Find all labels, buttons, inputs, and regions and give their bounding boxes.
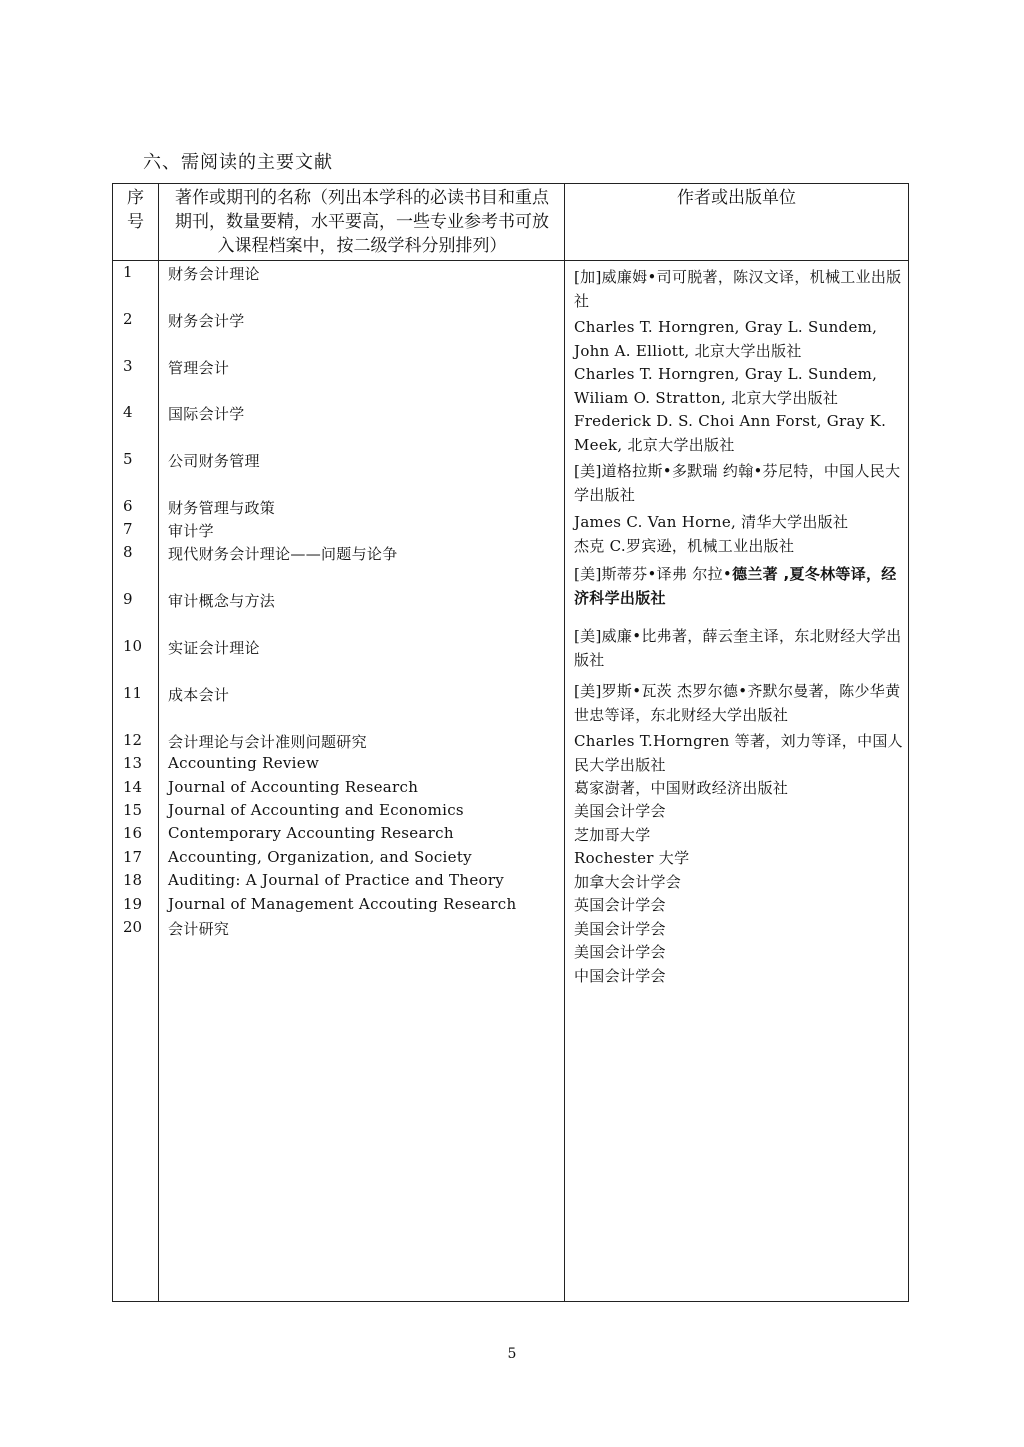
row-number: 10 <box>123 637 143 655</box>
reference-title: 实证会计理论 <box>168 639 260 657</box>
reference-title: Journal of Management Accouting Research <box>168 895 517 913</box>
row-number: 18 <box>123 871 143 889</box>
reference-author-bold-part: 德兰著 ,夏冬林等译，经济科学出版社 <box>574 565 897 607</box>
reference-author <box>574 562 904 610</box>
reference-author: [美]威廉•比弗著，薛云奎主译，东北财经大学出版社 <box>574 627 902 669</box>
header-title: 著作或期刊的名称（列出本学科的必读书目和重点期刊，数量要精，水平要高，一些专业参考书可放入课程档案中，按二级学科分别排列） <box>175 188 549 256</box>
reference-author: 杰克 C.罗宾逊，机械工业出版社 <box>574 537 795 555</box>
reference-title: 财务会计学 <box>168 312 245 330</box>
reference-author: 美国会计学会 <box>574 802 666 820</box>
reference-author: Frederick D. S. Choi Ann Forst, Gray K. Meek, 北京大学出版社 <box>574 412 887 454</box>
reference-author: 英国会计学会 <box>574 896 666 914</box>
row-number: 2 <box>123 310 133 328</box>
reference-author: 芝加哥大学 <box>574 826 651 844</box>
row-number: 15 <box>123 801 143 819</box>
reference-author: 美国会计学会 <box>574 943 666 961</box>
reference-author: 中国会计学会 <box>574 967 666 985</box>
row-number: 1 <box>123 263 133 281</box>
reference-title: 国际会计学 <box>168 405 245 423</box>
row-number: 20 <box>123 918 143 936</box>
reference-title: Journal of Accounting Research <box>168 778 419 796</box>
column-divider <box>564 184 565 1301</box>
reference-author: 美国会计学会 <box>574 920 666 938</box>
reference-title: Journal of Accounting and Economics <box>168 801 464 819</box>
reference-title: Contemporary Accounting Research <box>168 824 454 842</box>
reference-title: 审计概念与方法 <box>168 592 276 610</box>
reference-author: Charles T. Horngren, Gray L. Sundem, John A. Elliott, 北京大学出版社 <box>574 318 878 360</box>
row-number: 19 <box>123 895 143 913</box>
reference-title: Auditing: A Journal of Practice and Theory <box>168 871 505 889</box>
row-number: 5 <box>123 450 133 468</box>
reference-author: [美]道格拉斯•多默瑞 约翰•芬尼特，中国人民大学出版社 <box>574 462 901 504</box>
reference-title: 会计研究 <box>168 920 230 938</box>
row-number: 7 <box>123 520 133 538</box>
reference-author: 葛家澍著，中国财政经济出版社 <box>574 779 789 797</box>
page-number: 5 <box>507 1346 517 1362</box>
row-number: 17 <box>123 848 143 866</box>
header-author: 作者或出版单位 <box>677 188 796 208</box>
row-number: 3 <box>123 357 133 375</box>
row-number: 8 <box>123 543 133 561</box>
header-seq: 序号 <box>127 188 144 232</box>
row-number: 12 <box>123 731 143 749</box>
row-number: 4 <box>123 403 133 421</box>
reference-title: 管理会计 <box>168 359 230 377</box>
row-number: 6 <box>123 497 133 515</box>
row-number: 14 <box>123 778 143 796</box>
reference-title: 公司财务管理 <box>168 452 260 470</box>
reference-author: [加]威廉姆•司可脱著，陈汉文译，机械工业出版社 <box>574 268 902 310</box>
reference-author: James C. Van Horne, 清华大学出版社 <box>574 513 849 531</box>
reference-title: 现代财务会计理论——问题与论争 <box>168 545 398 563</box>
header-divider <box>113 260 908 261</box>
reference-title: 审计学 <box>168 522 214 540</box>
section-title: 六、需阅读的主要文献 <box>143 152 333 173</box>
row-number: 13 <box>123 754 143 772</box>
column-divider <box>158 184 159 1301</box>
reference-author: Charles T. Horngren, Gray L. Sundem, Wiliam O. Stratton, 北京大学出版社 <box>574 365 878 407</box>
reference-title: Accounting Review <box>168 754 320 772</box>
references-table <box>112 183 909 1302</box>
row-number: 9 <box>123 590 133 608</box>
reference-title: 会计理论与会计准则问题研究 <box>168 733 367 751</box>
reference-author: 加拿大会计学会 <box>574 873 682 891</box>
reference-title: 财务会计理论 <box>168 265 260 283</box>
reference-author: Rochester 大学 <box>574 849 690 867</box>
reference-author: Charles T.Horngren 等著，刘力等译，中国人民大学出版社 <box>574 732 903 774</box>
reference-author: [美]罗斯•瓦茨 杰罗尔德•齐默尔曼著，陈少华黄世忠等译，东北财经大学出版社 <box>574 682 901 724</box>
reference-author-part: [美]斯蒂芬•译弗 尔拉• <box>574 565 733 583</box>
reference-title: Accounting, Organization, and Society <box>168 848 472 866</box>
reference-title: 成本会计 <box>168 686 230 704</box>
row-number: 11 <box>123 684 143 702</box>
row-number: 16 <box>123 824 143 842</box>
reference-title: 财务管理与政策 <box>168 499 276 517</box>
